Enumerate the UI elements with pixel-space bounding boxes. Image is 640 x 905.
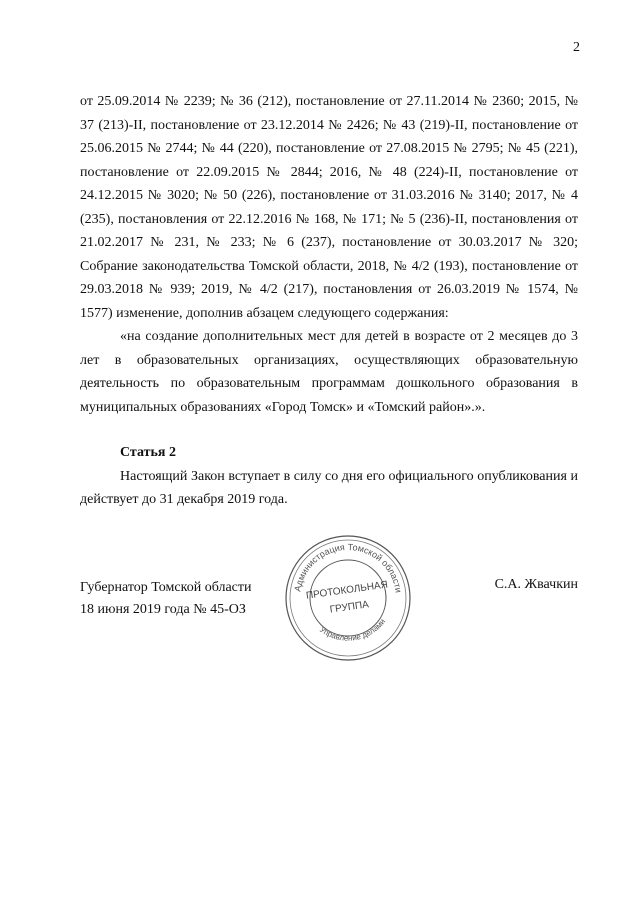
signature-block [80, 577, 252, 621]
stamp-line-1: ПРОТОКОЛЬНАЯ [305, 579, 389, 602]
stamp-outer-text: Администрация Томской области [292, 541, 404, 594]
inserted-clause-paragraph: «на создание дополнительных мест для детей в возрасте от 2 месяцев до 3 лет в образовательных организациях, осуществляющих образовательную деятельность по образовательным программам дошкольного образования в муниципальных образованиях «Город Томск» и «Томский район».». [80, 329, 578, 415]
stamp-bottom-text: Управление делами [318, 617, 388, 643]
governor-title: Губернатор Томской области [80, 580, 252, 595]
stamp-line-2: ГРУППА [329, 599, 370, 616]
page-number: 2 [573, 40, 580, 55]
article-2-text: Настоящий Закон вступает в силу со дня его официального опубликования и действует до 31 декабря 2019 года. [80, 468, 578, 507]
amendment-paragraph: от 25.09.2014 № 2239; № 36 (212), постановление от 27.11.2014 № 2360; 2015, № 37 (213)-II, постановление от 23.12.2014 № 2426; № 43 (219)-II, постановление от 25.06.2015 № 2744; № 44 (220), постановление от 27.08.2015 № 2795; № 45 (221), постановление от 22.09.2015 № 2844; 2016, № 48 (224)-II, постановление от 24.12.2015 № 3020; № 50 (226), постановление от 31.03.2016 № 3140; 2017, № 4 (235), постановления от 22.12.2016 № 168, № 171; № 5 (236)-II, постановления от 21.02.2017 № 231, № 233; № 6 (237), постановление от 30.03.2017 № 320; Собрание законодательства Томской области, 2018, № 4/2 (193), постановление от 29.03.2018 № 939; 2019, № 4/2 (217), постановления от 26.03.2019 № 1574, № 1577) изменение, дополнив абзацем следующего содержания: [80, 94, 578, 321]
governor-name: С.А. Жвачкин [494, 577, 578, 592]
law-date-number: 18 июня 2019 года № 45-ОЗ [80, 602, 246, 617]
article-2-heading: Статья 2 [120, 445, 176, 460]
official-stamp [283, 533, 413, 663]
document-body [80, 90, 578, 512]
stamp-seal-graphic [283, 533, 413, 663]
